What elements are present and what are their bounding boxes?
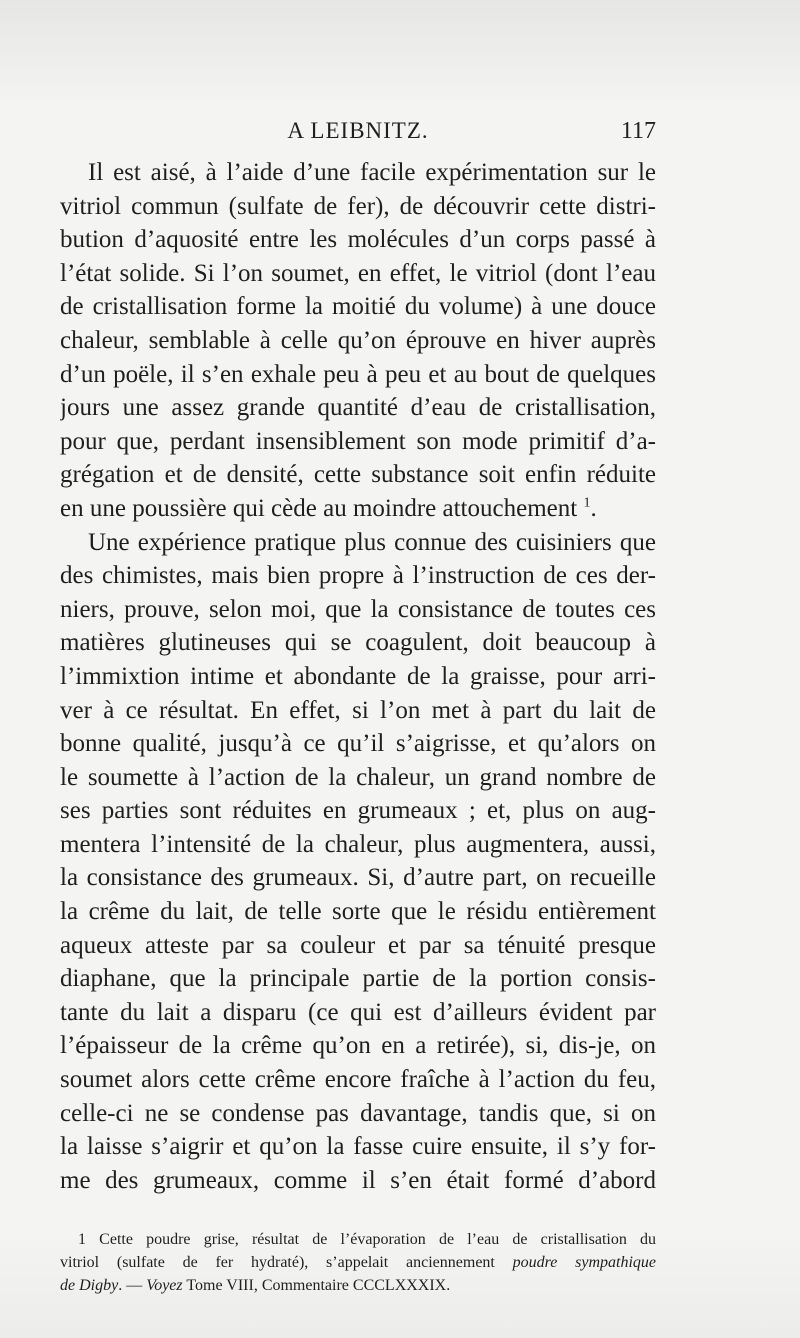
text-line: aqueux atteste par sa couleur et par sa ténuité presque — [60, 931, 656, 959]
text-line: ver à ce résultat. En effet, si l’on met à part du lait de — [60, 696, 656, 724]
text-line-with-note — [60, 492, 656, 526]
text-line: l’état solide. Si l’on soumet, en effet, le vitriol (dont l’eau — [60, 259, 656, 287]
text-line: niers, prouve, selon moi, que la consistance de toutes ces — [60, 595, 656, 623]
footnote-text: . — — [118, 1277, 143, 1294]
text-line: bonne qualité, jusqu’à ce qu’il s’aigrisse, et qu’alors on — [60, 730, 656, 758]
running-head-title: A LEIBNITZ. — [287, 118, 429, 143]
page-number: 117 — [620, 118, 656, 144]
text-line: matières glutineuses qui se coagulent, doit beaucoup à — [60, 629, 656, 657]
text-line: chaleur, semblable à celle qu’on éprouve en hiver auprès — [60, 326, 656, 354]
text-line: bution d’aquosité entre les molécules d’un corps passé à — [60, 226, 656, 254]
text-line: la consistance des grumeaux. Si, d’autre part, on recueille — [60, 864, 656, 892]
text-line: soumet alors cette crême encore fraîche à l’action du feu, — [60, 1066, 656, 1094]
text-line: Une expérience pratique plus connue des cuisiniers que — [88, 528, 656, 556]
text-line: ses parties sont réduites en grumeaux ; et, plus on aug- — [60, 797, 656, 825]
text-line: mentera l’intensité de la chaleur, plus augmentera, aussi, — [60, 830, 656, 858]
footnote-line — [60, 1228, 656, 1251]
text-line: la crême du lait, de telle sorte que le résidu entièrement — [60, 898, 656, 926]
footnote-number: 1 — [78, 1231, 86, 1248]
text-line: pour que, perdant insensiblement son mode primitif d’a- — [60, 427, 656, 455]
footnote-text: Cette poudre grise, résultat de l’évaporation de l’eau de cristallisation du — [99, 1231, 656, 1248]
text-line: vitriol commun (sulfate de fer), de découvrir cette distri- — [60, 192, 656, 220]
text-line: d’un poële, il s’en exhale peu à peu et au bout de quelques — [60, 360, 656, 388]
text-line-content: en une poussière qui cède au moindre attouchement — [60, 494, 578, 522]
footnote — [60, 1228, 656, 1297]
text-line: diaphane, que la principale partie de la portion consis- — [60, 965, 656, 993]
text-line: la laisse s’aigrir et qu’on la fasse cuire ensuite, il s’y for- — [60, 1133, 656, 1161]
body-text — [60, 156, 656, 1197]
running-head — [60, 118, 656, 152]
footnote-italic-text: poudre sympathique — [512, 1254, 656, 1271]
footnote-line — [60, 1251, 656, 1274]
text-line: grégation et de densité, cette substance soit enfin réduite — [60, 461, 656, 489]
footnote-italic-text: Voyez — [146, 1277, 183, 1294]
footnote-line — [60, 1274, 656, 1297]
footnote-italic-text: de Digby — [60, 1277, 119, 1294]
text-line: l’épaisseur de la crême qu’on en a retirée), si, dis-je, on — [60, 1032, 656, 1060]
footnote-text: vitriol (sulfate de fer hydraté), s’appelait anciennement — [60, 1254, 495, 1271]
footnote-reference: 1 — [583, 495, 591, 511]
text-line: le soumette à l’action de la chaleur, un grand nombre de — [60, 763, 656, 791]
footnote-text: Tome VIII, Commentaire CCCLXXXIX. — [186, 1277, 451, 1294]
text-line: des chimistes, mais bien propre à l’instruction de ces der- — [60, 562, 656, 590]
text-line: tante du lait a disparu (ce qui est d’ailleurs évident par — [60, 998, 656, 1026]
text-line: me des grumeaux, comme il s’en était formé d’abord — [60, 1166, 656, 1194]
text-line: de cristallisation forme la moitié du volume) à une douce — [60, 293, 656, 321]
text-line: l’immixtion intime et abondante de la graisse, pour arri- — [60, 662, 656, 690]
text-line: jours une assez grande quantité d’eau de cristallisation, — [60, 394, 656, 422]
footnote-reference-suffix: . — [590, 494, 597, 522]
text-line: Il est aisé, à l’aide d’une facile expérimentation sur le — [88, 159, 656, 186]
text-line: celle-ci ne se condense pas davantage, tandis que, si on — [60, 1099, 656, 1127]
